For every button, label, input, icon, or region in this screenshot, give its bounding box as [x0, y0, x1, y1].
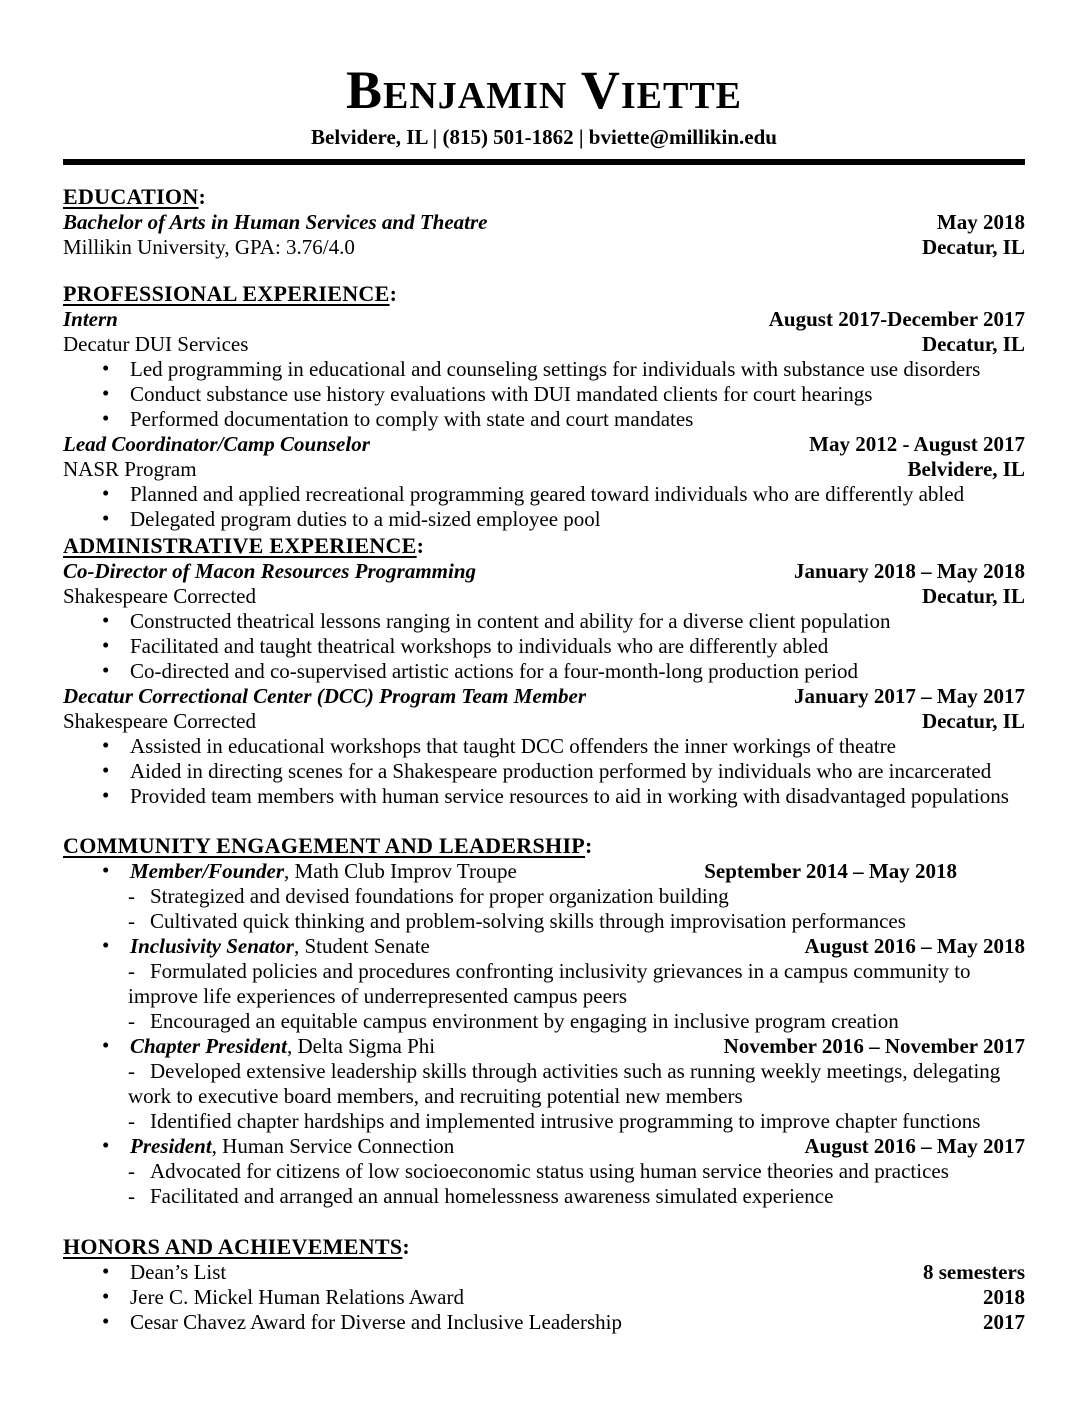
- bullet-item: • Co-directed and co-supervised artistic actions for a four-month-long production period: [63, 659, 1025, 684]
- job-bullets: [63, 482, 1025, 532]
- community-role: President: [130, 1134, 212, 1158]
- school-name: Millikin University, GPA: 3.76/4.0: [63, 235, 355, 259]
- community-role-line: [130, 1134, 454, 1159]
- honor-row: [63, 1260, 1025, 1285]
- job-bullets: [63, 734, 1025, 809]
- resume-header: [63, 60, 1025, 165]
- job-dates: August 2017-December 2017: [768, 307, 1025, 331]
- job-location: Decatur, IL: [921, 332, 1025, 356]
- community-role-row: [63, 1034, 1025, 1059]
- honor-label: • Cesar Chavez Award for Diverse and Inclusive Leadership: [130, 1310, 622, 1334]
- sub-bullet-item: - Strategized and devised foundations for proper organization building: [63, 884, 1025, 909]
- job-org: Decatur DUI Services: [63, 332, 249, 356]
- degree-date: May 2018: [936, 210, 1025, 234]
- community-org: , Delta Sigma Phi: [286, 1034, 436, 1058]
- community-role: Chapter President: [130, 1034, 287, 1058]
- bullet-item: • Delegated program duties to a mid-sized employee pool: [63, 507, 1025, 532]
- sub-bullet-item: - Encouraged an equitable campus environment by engaging in inclusive program creation: [63, 1009, 1025, 1034]
- bullet-item: • Conduct substance use history evaluations with DUI mandated clients for court hearings: [63, 382, 1025, 407]
- community-dates: August 2016 – May 2018: [804, 934, 1025, 958]
- community-role: Inclusivity Senator: [130, 934, 294, 958]
- sub-bullet-item: - Formulated policies and procedures confronting inclusivity grievances in a campus community to improve life experiences of underrepresented campus peers: [63, 959, 1025, 1009]
- honors-heading: HONORS AND ACHIEVEMENTS:: [63, 1234, 411, 1259]
- job-org-row: [63, 332, 1025, 357]
- honor-row: [63, 1310, 1025, 1335]
- job-dates: January 2017 – May 2017: [794, 684, 1025, 708]
- honor-row: [63, 1285, 1025, 1310]
- bullet-item: • Constructed theatrical lessons ranging in content and ability for a diverse client population: [63, 609, 1025, 634]
- sub-bullet-item: - Cultivated quick thinking and problem-solving skills through improvisation performances: [63, 909, 1025, 934]
- school-location: Decatur, IL: [921, 235, 1025, 259]
- community-dates: November 2016 – November 2017: [723, 1034, 1025, 1058]
- job-org: Shakespeare Corrected: [63, 709, 256, 733]
- community-heading: COMMUNITY ENGAGEMENT AND LEADERSHIP:: [63, 833, 593, 858]
- job-org-row: [63, 709, 1025, 734]
- community-role-row: [63, 934, 1025, 959]
- bullet-item: • Provided team members with human service resources to aid in working with disadvantaged populations: [63, 784, 1025, 809]
- job-bullets: [63, 609, 1025, 684]
- community-dates: August 2016 – May 2017: [804, 1134, 1025, 1158]
- community-role-line: [130, 1034, 435, 1059]
- administrative-heading: ADMINISTRATIVE EXPERIENCE:: [63, 533, 425, 558]
- honor-label: • Jere C. Mickel Human Relations Award: [130, 1285, 465, 1309]
- section-honors: [63, 1233, 1025, 1335]
- bullet-item: • Facilitated and taught theatrical workshops to individuals who are differently abled: [63, 634, 1025, 659]
- honor-value: 8 semesters: [922, 1260, 1025, 1284]
- section-professional-experience: [63, 280, 1025, 532]
- education-school-row: [63, 235, 1025, 260]
- person-name: Benjamin Viette: [345, 60, 743, 120]
- community-org: , Student Senate: [293, 934, 430, 958]
- section-community-engagement: [63, 832, 1025, 1209]
- sub-bullet-item: - Developed extensive leadership skills through activities such as running weekly meetings, delegating work to executive board members, and recruiting potential new members: [63, 1059, 1025, 1109]
- job-title: Lead Coordinator/Camp Counselor: [63, 432, 370, 456]
- job-dates: May 2012 - August 2017: [809, 432, 1025, 456]
- bullet-item: • Planned and applied recreational programming geared toward individuals who are differently abled: [63, 482, 1025, 507]
- section-education: [63, 183, 1025, 260]
- community-role-line: [130, 859, 517, 884]
- job-title-row: [63, 307, 1025, 332]
- job-org: NASR Program: [63, 457, 197, 481]
- job-title-row: [63, 559, 1025, 584]
- sub-bullet-item: - Identified chapter hardships and implemented intrusive programming to improve chapter functions: [63, 1109, 1025, 1134]
- community-role-line: [130, 934, 430, 959]
- header-divider: [63, 159, 1025, 165]
- honor-label: • Dean’s List: [130, 1260, 227, 1284]
- job-location: Belvidere, IL: [907, 457, 1025, 481]
- professional-heading: PROFESSIONAL EXPERIENCE:: [63, 281, 398, 306]
- job-entry: [63, 307, 1025, 432]
- job-dates: January 2018 – May 2018: [794, 559, 1025, 583]
- community-entry: [63, 859, 1025, 934]
- community-role: Member/Founder: [130, 859, 285, 883]
- community-entry: [63, 934, 1025, 1034]
- job-location: Decatur, IL: [921, 709, 1025, 733]
- job-org-row: [63, 457, 1025, 482]
- community-role-row: [63, 859, 1025, 884]
- degree-title: Bachelor of Arts in Human Services and Theatre: [63, 210, 488, 234]
- education-degree-row: [63, 210, 1025, 235]
- job-bullets: [63, 357, 1025, 432]
- community-org: , Human Service Connection: [211, 1134, 455, 1158]
- section-administrative-experience: [63, 532, 1025, 809]
- job-entry: [63, 432, 1025, 532]
- sub-bullet-item: - Advocated for citizens of low socioeconomic status using human service theories and practices: [63, 1159, 1025, 1184]
- sub-bullet-item: - Facilitated and arranged an annual homelessness awareness simulated experience: [63, 1184, 1025, 1209]
- honor-value: 2017: [983, 1310, 1025, 1334]
- job-title: Intern: [63, 307, 118, 331]
- community-role-row: [63, 1134, 1025, 1159]
- job-title-row: [63, 684, 1025, 709]
- community-dates: September 2014 – May 2018: [704, 859, 957, 883]
- job-title: Co-Director of Macon Resources Programming: [63, 559, 477, 583]
- education-heading: EDUCATION:: [63, 184, 207, 209]
- bullet-item: • Led programming in educational and counseling settings for individuals with substance use disorders: [63, 357, 1025, 382]
- community-entry: [63, 1134, 1025, 1209]
- community-entry: [63, 1034, 1025, 1134]
- bullet-item: • Assisted in educational workshops that taught DCC offenders the inner workings of theatre: [63, 734, 1025, 759]
- bullet-item: • Performed documentation to comply with state and court mandates: [63, 407, 1025, 432]
- job-entry: [63, 684, 1025, 809]
- contact-line: Belvidere, IL | (815) 501-1862 | bviette@millikin.edu: [311, 125, 777, 149]
- bullet-item: • Aided in directing scenes for a Shakespeare production performed by individuals who are incarcerated: [63, 759, 1025, 784]
- job-location: Decatur, IL: [921, 584, 1025, 608]
- job-entry: [63, 559, 1025, 684]
- job-org: Shakespeare Corrected: [63, 584, 256, 608]
- job-title: Decatur Correctional Center (DCC) Program Team Member: [63, 684, 587, 708]
- job-title-row: [63, 432, 1025, 457]
- job-org-row: [63, 584, 1025, 609]
- honor-value: 2018: [983, 1285, 1025, 1309]
- community-org: , Math Club Improv Troupe: [284, 859, 517, 883]
